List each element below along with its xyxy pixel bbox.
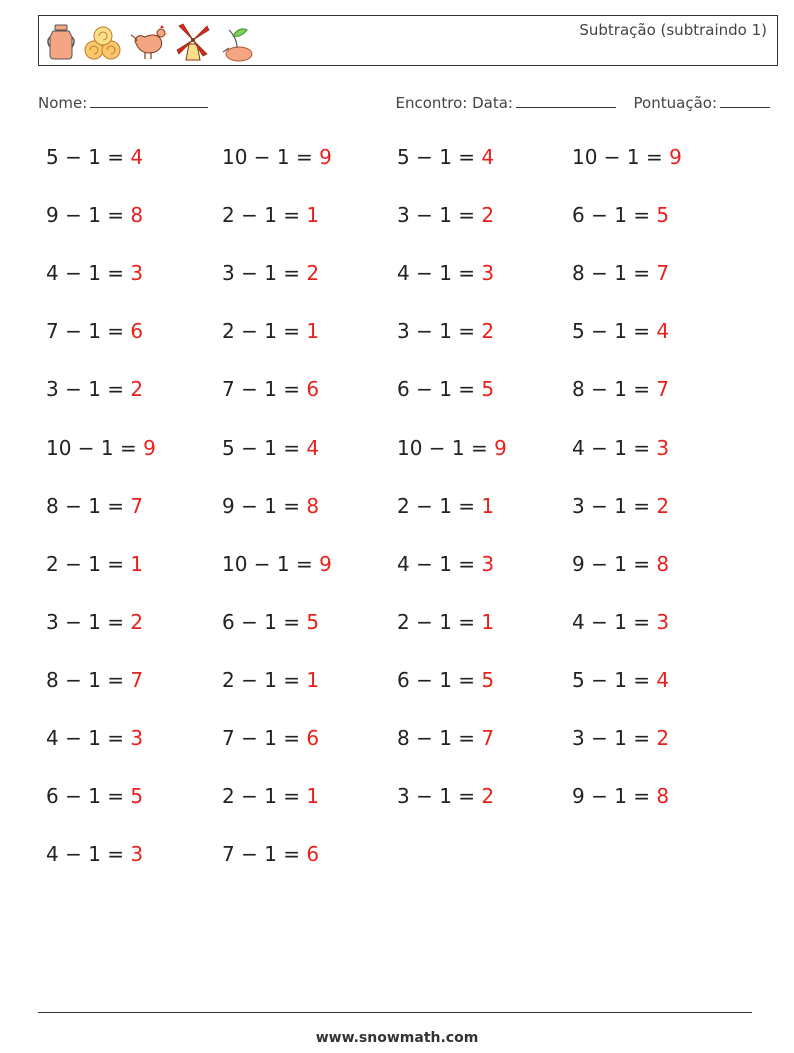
- problem-item: [46, 145, 143, 169]
- meeting-score-fields: [395, 93, 770, 112]
- problem-item: [46, 552, 143, 576]
- problem-item: [397, 494, 494, 518]
- problem-expression: 10 − 1 =: [572, 145, 670, 169]
- problem-answer: 9: [319, 551, 332, 576]
- problem-answer: 9: [143, 435, 156, 460]
- score-blank[interactable]: [720, 93, 770, 108]
- problem-answer: 3: [130, 726, 144, 750]
- problem-expression: 4 − 1 =: [46, 842, 131, 867]
- problem-item: [397, 552, 494, 576]
- problem-expression: 8 − 1 =: [397, 726, 482, 750]
- problem-expression: 6 − 1 =: [397, 377, 482, 402]
- problem-expression: 6 − 1 =: [46, 784, 131, 809]
- problem-item: [46, 726, 143, 750]
- problem-expression: 5 − 1 =: [222, 435, 307, 460]
- name-blank[interactable]: [90, 93, 208, 108]
- problem-item: [397, 784, 494, 808]
- problem-answer: 9: [669, 145, 682, 169]
- problem-expression: 10 − 1 =: [397, 435, 495, 460]
- problem-answer: 2: [130, 609, 144, 634]
- problem-item: [222, 552, 332, 576]
- problem-answer: 2: [656, 726, 670, 750]
- problem-answer: 3: [481, 551, 495, 576]
- problem-item: [46, 319, 143, 343]
- problem-expression: 5 − 1 =: [572, 667, 657, 692]
- windmill-icon: [175, 22, 211, 62]
- problem-answer: 1: [306, 203, 320, 228]
- problem-item: [397, 203, 494, 227]
- problem-item: [572, 552, 669, 576]
- problem-item: [222, 668, 319, 692]
- jug-icon: [45, 23, 77, 61]
- problem-answer: 7: [481, 726, 495, 750]
- problem-answer: 4: [130, 145, 144, 169]
- problem-answer: 3: [656, 435, 670, 460]
- problem-item: [572, 261, 669, 285]
- problem-item: [572, 668, 669, 692]
- problem-expression: 8 − 1 =: [46, 493, 131, 518]
- meeting-date-label: Encontro: Data:: [395, 94, 513, 112]
- problem-expression: 2 − 1 =: [397, 493, 482, 518]
- problem-answer: 2: [656, 493, 670, 518]
- problem-item: [572, 610, 669, 634]
- problem-item: [397, 668, 494, 692]
- problem-expression: 7 − 1 =: [222, 842, 307, 867]
- hay-bales-icon: [83, 23, 123, 61]
- problem-answer: 4: [306, 435, 320, 460]
- problem-expression: 10 − 1 =: [222, 145, 320, 169]
- problem-expression: 2 − 1 =: [222, 319, 307, 344]
- footer-divider: [38, 1012, 752, 1013]
- problem-expression: 9 − 1 =: [572, 784, 657, 809]
- problem-item: [397, 261, 494, 285]
- problem-expression: 3 − 1 =: [46, 377, 131, 402]
- footer-site: www.snowmath.com: [315, 1030, 479, 1046]
- problem-expression: 10 − 1 =: [222, 551, 320, 576]
- problem-answer: 8: [656, 784, 670, 809]
- problem-answer: 3: [656, 609, 670, 634]
- problem-item: [222, 436, 319, 460]
- problem-item: [397, 726, 494, 750]
- problem-expression: 4 − 1 =: [46, 261, 131, 286]
- problem-answer: 2: [481, 319, 495, 344]
- problem-expression: 2 − 1 =: [222, 784, 307, 809]
- problem-expression: 5 − 1 =: [397, 145, 482, 169]
- problem-answer: 8: [656, 551, 670, 576]
- problem-item: [46, 377, 143, 401]
- problem-item: [46, 668, 143, 692]
- problem-answer: 5: [656, 203, 670, 228]
- problem-answer: 6: [130, 319, 144, 344]
- sprout-icon: [217, 22, 255, 62]
- problem-expression: 4 − 1 =: [397, 551, 482, 576]
- problem-item: [397, 145, 494, 169]
- problem-answer: 6: [306, 377, 320, 402]
- problem-item: [222, 494, 319, 518]
- problem-answer: 5: [481, 377, 495, 402]
- problem-item: [222, 261, 319, 285]
- problem-answer: 2: [481, 203, 495, 228]
- problem-expression: 3 − 1 =: [222, 261, 307, 286]
- problem-answer: 1: [481, 493, 495, 518]
- problem-answer: 5: [130, 784, 144, 809]
- problem-answer: 7: [130, 493, 144, 518]
- date-blank[interactable]: [516, 93, 616, 108]
- name-field[interactable]: [38, 93, 208, 112]
- problem-expression: 9 − 1 =: [46, 203, 131, 228]
- header-icons: [45, 20, 255, 64]
- problem-answer: 1: [130, 551, 144, 576]
- problem-expression: 10 − 1 =: [46, 435, 144, 460]
- worksheet-title: Subtração (subtraindo 1): [579, 21, 767, 39]
- problem-item: [46, 494, 143, 518]
- problem-item: [46, 784, 143, 808]
- problem-item: [572, 145, 682, 169]
- problem-answer: 6: [306, 842, 320, 867]
- problem-answer: 1: [306, 319, 320, 344]
- problem-item: [46, 842, 143, 866]
- problem-item: [572, 203, 669, 227]
- chicken-icon: [129, 23, 169, 61]
- header-box: [38, 15, 778, 66]
- problem-expression: 3 − 1 =: [397, 203, 482, 228]
- problem-expression: 7 − 1 =: [222, 377, 307, 402]
- problem-answer: 8: [130, 203, 144, 228]
- problem-item: [572, 319, 669, 343]
- problem-item: [222, 784, 319, 808]
- problem-expression: 3 − 1 =: [572, 726, 657, 750]
- problem-item: [222, 203, 319, 227]
- problem-expression: 7 − 1 =: [46, 319, 131, 344]
- name-label: Nome:: [38, 94, 88, 112]
- problem-answer: 6: [306, 726, 320, 750]
- score-label: Pontuação:: [633, 94, 717, 112]
- problem-expression: 2 − 1 =: [222, 203, 307, 228]
- problem-expression: 9 − 1 =: [222, 493, 307, 518]
- problem-expression: 9 − 1 =: [572, 551, 657, 576]
- problem-answer: 8: [306, 493, 320, 518]
- problem-item: [46, 610, 143, 634]
- problem-expression: 6 − 1 =: [222, 609, 307, 634]
- problem-expression: 7 − 1 =: [222, 726, 307, 750]
- problem-answer: 3: [481, 261, 495, 286]
- problem-expression: 3 − 1 =: [397, 784, 482, 809]
- problem-answer: 5: [306, 609, 320, 634]
- problem-item: [397, 319, 494, 343]
- problem-answer: 7: [656, 377, 670, 402]
- problem-answer: 9: [494, 435, 507, 460]
- problem-item: [572, 726, 669, 750]
- problem-expression: 8 − 1 =: [572, 377, 657, 402]
- problem-item: [572, 784, 669, 808]
- problem-item: [46, 261, 143, 285]
- problem-answer: 3: [130, 261, 144, 286]
- problem-item: [572, 494, 669, 518]
- problem-answer: 7: [656, 261, 670, 286]
- problem-expression: 4 − 1 =: [46, 726, 131, 750]
- problem-answer: 1: [306, 667, 320, 692]
- problem-expression: 2 − 1 =: [397, 609, 482, 634]
- problem-item: [397, 436, 507, 460]
- problem-item: [222, 319, 319, 343]
- problem-item: [222, 377, 319, 401]
- problem-expression: 6 − 1 =: [572, 203, 657, 228]
- problem-answer: 7: [130, 667, 144, 692]
- problem-expression: 4 − 1 =: [397, 261, 482, 286]
- problem-item: [46, 436, 156, 460]
- problem-expression: 4 − 1 =: [572, 609, 657, 634]
- problem-item: [46, 203, 143, 227]
- problem-item: [572, 436, 669, 460]
- problem-expression: 5 − 1 =: [46, 145, 131, 169]
- problem-item: [222, 145, 332, 169]
- problem-answer: 2: [130, 377, 144, 402]
- problem-answer: 1: [481, 609, 495, 634]
- problem-expression: 6 − 1 =: [397, 667, 482, 692]
- problem-expression: 5 − 1 =: [572, 319, 657, 344]
- problem-answer: 2: [306, 261, 320, 286]
- problem-answer: 4: [481, 145, 495, 169]
- problem-item: [222, 726, 319, 750]
- problem-item: [397, 377, 494, 401]
- problem-expression: 4 − 1 =: [572, 435, 657, 460]
- problem-answer: 1: [306, 784, 320, 809]
- problem-expression: 8 − 1 =: [46, 667, 131, 692]
- problem-item: [222, 842, 319, 866]
- problem-item: [397, 610, 494, 634]
- problem-item: [572, 377, 669, 401]
- problem-item: [222, 610, 319, 634]
- problem-expression: 2 − 1 =: [222, 667, 307, 692]
- problem-answer: 4: [656, 667, 670, 692]
- problem-expression: 3 − 1 =: [397, 319, 482, 344]
- problem-expression: 3 − 1 =: [46, 609, 131, 634]
- problem-expression: 2 − 1 =: [46, 551, 131, 576]
- problem-answer: 3: [130, 842, 144, 867]
- problem-answer: 9: [319, 145, 332, 169]
- problem-answer: 5: [481, 667, 495, 692]
- problem-expression: 8 − 1 =: [572, 261, 657, 286]
- problem-expression: 3 − 1 =: [572, 493, 657, 518]
- problem-answer: 4: [656, 319, 670, 344]
- problem-answer: 2: [481, 784, 495, 809]
